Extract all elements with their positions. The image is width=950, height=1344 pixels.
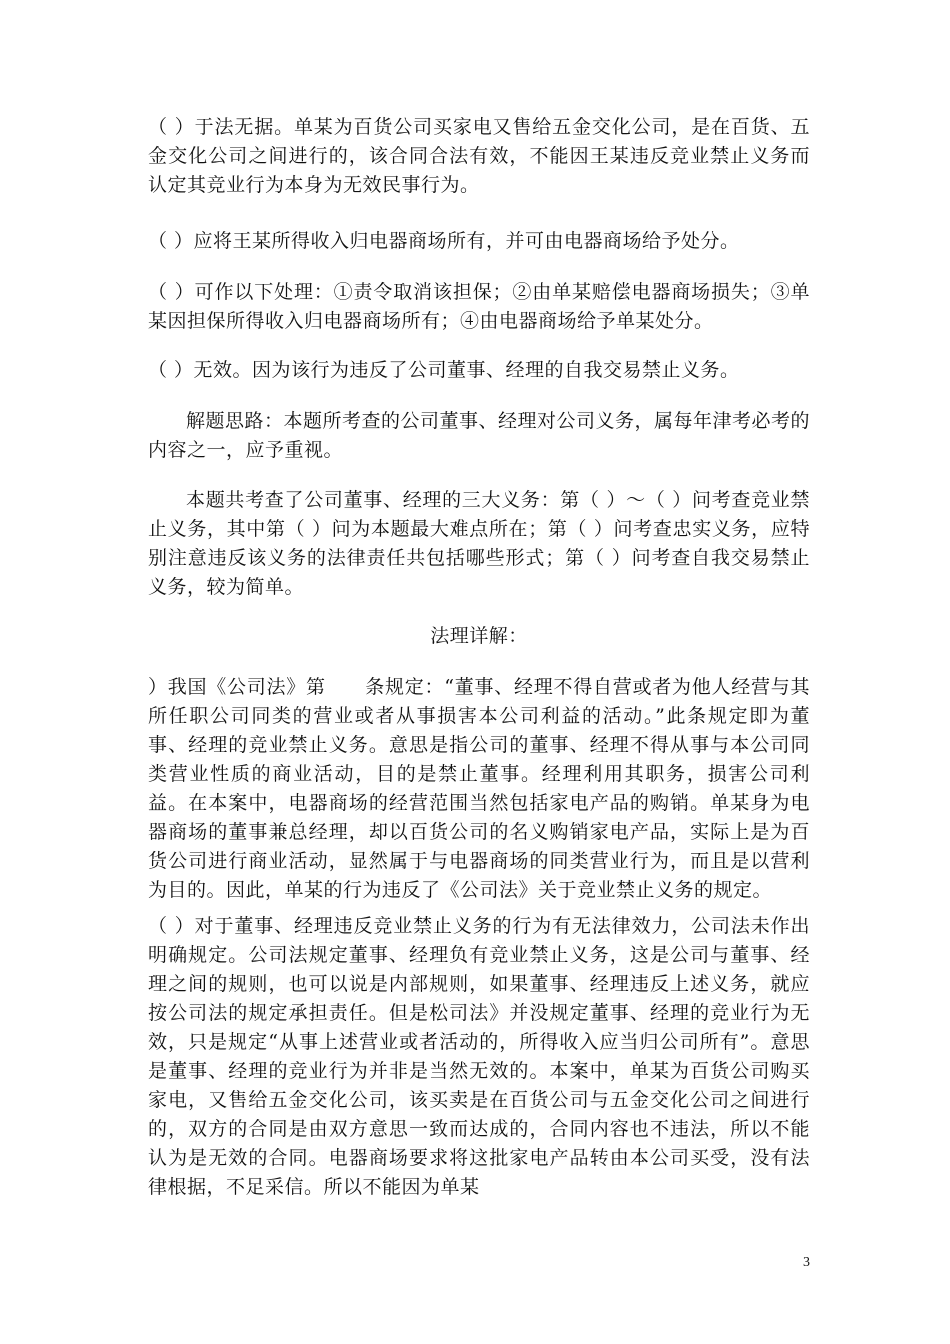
explanation-paragraph-2: （ ）对于董事、经理违反竞业禁止义务的行为有无法律效力，公司法未作出明确规定。公司法规定董事、经理负有竞业禁止义务，这是公司与董事、经理之间的规则，也可以说是内部规则，如果董事、经理违反上述义务，就应按公司法的规定承担责任。但是松司法》并没规定董事、经理的竞业行为无效，只是规定“从事上述营业或者活动的，所得收入应当归公司所有”。意思是董事、经理的竞业行为并非是当然无效的。本案中，单某为百货公司购买家电，又售给五金交化公司，该买卖是在百货公司与五金交化公司之间进行的，双方的合同是由双方意思一致而达成的，合同内容也不违法，所以不能认为是无效的合同。电器商场要求将这批家电产品转由本公司买受，没有法律根据，不足采信。所以不能因为单某 bbox=[148, 915, 810, 1198]
answer-paragraph-1: （ ）于法无据。单某为百货公司买家电又售给五金交化公司，是在百货、五金交化公司之间进行的，该合同合法有效，不能因王某违反竞业禁止义务而认定其竞业行为本身为无效民事行为。 bbox=[148, 116, 810, 196]
duties-overview-paragraph: 本题共考查了公司董事、经理的三大义务：第（ ）～（ ）问考查竞业禁止义务，其中第（ ）问为本题最大难点所在；第（ ）问考查忠实义务，应特别注意违反该义务的法律责任共包括哪些形式；第（ ）问考查自我交易禁止义务，较为简单。 bbox=[148, 489, 810, 598]
explanation-paragraph-1: ）我国《公司法》第 条规定：“董事、经理不得自营或者为他人经营与其所任职公司同类的营业或者从事损害本公司利益的活动。”此条规定即为董事、经理的竞业禁止义务。意思是指公司的董事、经理不得从事与本公司同类营业性质的商业活动，目的是禁止董事。经理利用其职务，损害公司利益。在本案中，电器商场的经营范围当然包括家电产品的购销。单某身为电器商场的董事兼总经理，却以百货公司的名义购销家电产品，实际上是为百货公司进行商业活动，显然属于与电器商场的同类营业行为，而且是以营利为目的。因此，单某的行为违反了《公司法》关于竞业禁止义务的规定。 bbox=[148, 676, 810, 901]
page-number: 3 bbox=[803, 1255, 810, 1270]
solution-approach-paragraph: 解题思路：本题所考查的公司董事、经理对公司义务，属每年津考必考的内容之一，应予重视。 bbox=[148, 410, 811, 461]
answer-paragraph-3: （ ）可作以下处理：①责令取消该担保；②由单某赔偿电器商场损失；③单某因担保所得收入归电器商场所有；④由电器商场给予单某处分。 bbox=[148, 281, 810, 332]
answer-paragraph-2: （ ）应将王某所得收入归电器商场所有，并可由电器商场给予处分。 bbox=[148, 230, 740, 252]
section-heading: 法理详解： bbox=[430, 625, 528, 647]
answer-paragraph-4: （ ）无效。因为该行为违反了公司董事、经理的自我交易禁止义务。 bbox=[148, 359, 740, 381]
